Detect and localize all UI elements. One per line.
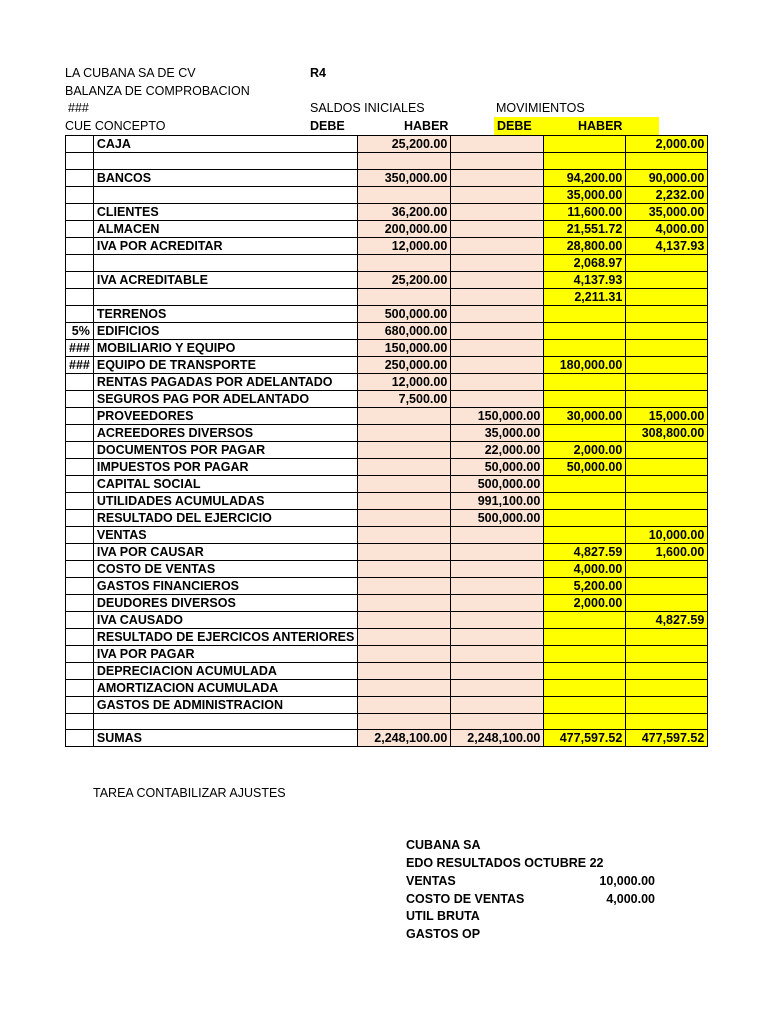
account-code-cell — [66, 237, 94, 254]
hash-label: ### — [68, 101, 89, 115]
concept-cell: GASTOS FINANCIEROS — [93, 577, 357, 594]
table-row — [66, 696, 708, 713]
mov-haber-header: HABER — [578, 119, 623, 133]
mov-haber-cell — [626, 305, 708, 322]
movimientos-label: MOVIMIENTOS — [496, 101, 585, 115]
saldo-debe-cell — [358, 560, 451, 577]
concept-cell: IVA POR CAUSAR — [93, 543, 357, 560]
concept-cell: SEGUROS PAG POR ADELANTADO — [93, 390, 357, 407]
saldo-haber-cell — [451, 713, 544, 730]
account-code-cell — [66, 153, 94, 170]
mov-haber-cell: 4,000.00 — [626, 220, 708, 237]
mov-debe-cell — [544, 679, 626, 696]
estado-company: CUBANA SA — [406, 838, 481, 852]
saldo-haber-cell: 150,000.00 — [451, 407, 544, 424]
saldo-haber-cell — [451, 679, 544, 696]
mov-debe-cell — [544, 424, 626, 441]
concept-cell — [93, 153, 357, 170]
mov-haber-cell: 1,600.00 — [626, 543, 708, 560]
account-code-cell — [66, 492, 94, 509]
table-row — [66, 441, 708, 458]
table-row — [66, 645, 708, 662]
saldo-debe-cell — [358, 441, 451, 458]
mov-debe-cell: 30,000.00 — [544, 407, 626, 424]
saldo-haber-cell — [451, 662, 544, 679]
mov-haber-cell: 10,000.00 — [626, 526, 708, 543]
table-row — [66, 628, 708, 645]
saldo-debe-cell — [358, 509, 451, 526]
mov-debe-cell: 2,000.00 — [544, 441, 626, 458]
table-row — [66, 373, 708, 390]
cue-concepto-header: CUE CONCEPTO — [65, 119, 166, 133]
concept-cell: DOCUMENTOS POR PAGAR — [93, 441, 357, 458]
concept-cell: UTILIDADES ACUMULADAS — [93, 492, 357, 509]
table-row — [66, 458, 708, 475]
saldo-haber-cell — [451, 203, 544, 220]
saldo-debe-cell — [358, 645, 451, 662]
account-code-cell — [66, 169, 94, 186]
mov-debe-cell — [544, 628, 626, 645]
saldo-haber-cell — [451, 220, 544, 237]
account-code-cell — [66, 679, 94, 696]
saldo-haber-cell — [451, 543, 544, 560]
concept-cell: CAPITAL SOCIAL — [93, 475, 357, 492]
table-row — [66, 153, 708, 170]
concept-cell: DEPRECIACION ACUMULADA — [93, 662, 357, 679]
saldo-haber-cell — [451, 254, 544, 271]
estado-line-value: 4,000.00 — [606, 891, 655, 906]
account-code-cell — [66, 645, 94, 662]
table-row — [66, 492, 708, 509]
report-code: R4 — [310, 66, 326, 80]
account-code-cell: ### — [66, 339, 94, 356]
mov-debe-cell: 94,200.00 — [544, 169, 626, 186]
mov-haber-cell: 2,000.00 — [626, 136, 708, 153]
account-code-cell — [66, 543, 94, 560]
concept-cell: EDIFICIOS — [93, 322, 357, 339]
table-row — [66, 203, 708, 220]
tarea-note: TAREA CONTABILIZAR AJUSTES — [93, 786, 286, 800]
table-row — [66, 356, 708, 373]
mov-haber-cell — [626, 713, 708, 730]
table-row — [66, 730, 708, 747]
saldo-debe-cell — [358, 254, 451, 271]
saldo-debe-cell — [358, 288, 451, 305]
saldo-debe-cell: 350,000.00 — [358, 169, 451, 186]
mov-haber-cell — [626, 356, 708, 373]
account-code-cell — [66, 628, 94, 645]
mov-haber-cell — [626, 322, 708, 339]
mov-debe-cell: 2,068.97 — [544, 254, 626, 271]
mov-haber-cell — [626, 390, 708, 407]
saldo-debe-cell — [358, 526, 451, 543]
account-code-cell — [66, 271, 94, 288]
saldo-debe-cell — [358, 492, 451, 509]
mov-haber-cell: 2,232.00 — [626, 186, 708, 203]
concept-cell: COSTO DE VENTAS — [93, 560, 357, 577]
mov-haber-cell — [626, 662, 708, 679]
saldo-debe-cell: 680,000.00 — [358, 322, 451, 339]
table-row — [66, 577, 708, 594]
account-code-cell — [66, 611, 94, 628]
account-code-cell — [66, 713, 94, 730]
saldo-haber-cell — [451, 696, 544, 713]
concept-cell: DEUDORES DIVERSOS — [93, 594, 357, 611]
saldo-haber-cell — [451, 373, 544, 390]
mov-debe-cell — [544, 696, 626, 713]
saldo-debe-cell — [358, 679, 451, 696]
account-code-cell: 5% — [66, 322, 94, 339]
mov-haber-cell — [626, 594, 708, 611]
account-code-cell: ### — [66, 356, 94, 373]
mov-debe-cell — [544, 611, 626, 628]
concept-cell: IVA ACREDITABLE — [93, 271, 357, 288]
estado-title: EDO RESULTADOS OCTUBRE 22 — [406, 856, 604, 870]
saldo-haber-cell — [451, 153, 544, 170]
saldo-debe-cell: 250,000.00 — [358, 356, 451, 373]
table-row — [66, 271, 708, 288]
mov-haber-cell: 35,000.00 — [626, 203, 708, 220]
report-title: BALANZA DE COMPROBACION — [65, 84, 250, 98]
mov-debe-cell — [544, 153, 626, 170]
account-code-cell — [66, 594, 94, 611]
saldo-haber-cell — [451, 594, 544, 611]
account-code-cell — [66, 560, 94, 577]
table-row — [66, 339, 708, 356]
account-code-cell — [66, 254, 94, 271]
mov-haber-cell — [626, 628, 708, 645]
concept-cell: EQUIPO DE TRANSPORTE — [93, 356, 357, 373]
saldos-debe-header: DEBE — [310, 119, 345, 133]
saldo-haber-cell: 991,100.00 — [451, 492, 544, 509]
table-row — [66, 237, 708, 254]
saldo-haber-cell — [451, 237, 544, 254]
table-row — [66, 220, 708, 237]
mov-haber-cell: 308,800.00 — [626, 424, 708, 441]
saldo-haber-cell — [451, 305, 544, 322]
mov-debe-cell: 4,000.00 — [544, 560, 626, 577]
mov-debe-cell: 28,800.00 — [544, 237, 626, 254]
saldos-haber-header: HABER — [404, 119, 449, 133]
mov-debe-cell: 21,551.72 — [544, 220, 626, 237]
account-code-cell — [66, 509, 94, 526]
mov-debe-header: DEBE — [497, 119, 532, 133]
saldo-debe-cell — [358, 475, 451, 492]
concept-cell — [93, 288, 357, 305]
estado-line-label: COSTO DE VENTAS — [406, 891, 525, 906]
mov-debe-cell — [544, 526, 626, 543]
account-code-cell — [66, 288, 94, 305]
mov-debe-cell: 50,000.00 — [544, 458, 626, 475]
saldo-haber-cell — [451, 136, 544, 153]
account-code-cell — [66, 186, 94, 203]
mov-haber-cell — [626, 339, 708, 356]
account-code-cell — [66, 373, 94, 390]
mov-debe-cell: 5,200.00 — [544, 577, 626, 594]
saldo-haber-cell: 50,000.00 — [451, 458, 544, 475]
saldo-haber-cell — [451, 560, 544, 577]
saldo-haber-cell: 2,248,100.00 — [451, 730, 544, 747]
saldo-debe-cell — [358, 611, 451, 628]
account-code-cell — [66, 577, 94, 594]
concept-cell: IVA POR PAGAR — [93, 645, 357, 662]
saldo-debe-cell — [358, 458, 451, 475]
mov-debe-cell — [544, 305, 626, 322]
table-row — [66, 594, 708, 611]
saldo-haber-cell — [451, 356, 544, 373]
concept-cell — [93, 186, 357, 203]
account-code-cell — [66, 220, 94, 237]
table-row — [66, 424, 708, 441]
saldo-debe-cell: 500,000.00 — [358, 305, 451, 322]
saldo-haber-cell — [451, 390, 544, 407]
saldo-debe-cell — [358, 153, 451, 170]
mov-debe-cell — [544, 373, 626, 390]
mov-debe-cell — [544, 713, 626, 730]
concept-cell: PROVEEDORES — [93, 407, 357, 424]
table-row — [66, 543, 708, 560]
saldo-haber-cell: 500,000.00 — [451, 475, 544, 492]
saldo-debe-cell: 12,000.00 — [358, 373, 451, 390]
mov-haber-cell — [626, 153, 708, 170]
saldo-debe-cell — [358, 407, 451, 424]
mov-haber-cell — [626, 509, 708, 526]
mov-haber-cell — [626, 475, 708, 492]
saldo-haber-cell — [451, 339, 544, 356]
saldo-debe-cell: 12,000.00 — [358, 237, 451, 254]
mov-haber-cell — [626, 271, 708, 288]
concept-cell: CAJA — [93, 136, 357, 153]
account-code-cell — [66, 390, 94, 407]
mov-debe-cell — [544, 322, 626, 339]
account-code-cell — [66, 730, 94, 747]
table-row — [66, 390, 708, 407]
mov-debe-cell: 477,597.52 — [544, 730, 626, 747]
mov-haber-cell: 477,597.52 — [626, 730, 708, 747]
table-row — [66, 407, 708, 424]
mov-haber-cell — [626, 560, 708, 577]
mov-haber-cell — [626, 492, 708, 509]
table-row — [66, 254, 708, 271]
account-code-cell — [66, 458, 94, 475]
account-code-cell — [66, 662, 94, 679]
saldo-debe-cell — [358, 696, 451, 713]
mov-debe-cell — [544, 339, 626, 356]
mov-haber-cell — [626, 679, 708, 696]
table-row — [66, 288, 708, 305]
mov-haber-cell: 4,137.93 — [626, 237, 708, 254]
saldo-haber-cell — [451, 322, 544, 339]
account-code-cell — [66, 696, 94, 713]
saldos-iniciales-label: SALDOS INICIALES — [310, 101, 425, 115]
saldo-haber-cell: 500,000.00 — [451, 509, 544, 526]
saldo-haber-cell: 35,000.00 — [451, 424, 544, 441]
mov-haber-cell — [626, 441, 708, 458]
mov-debe-cell: 11,600.00 — [544, 203, 626, 220]
concept-cell: RESULTADO DEL EJERCICIO — [93, 509, 357, 526]
mov-debe-cell — [544, 645, 626, 662]
concept-cell: BANCOS — [93, 169, 357, 186]
concept-cell: IMPUESTOS POR PAGAR — [93, 458, 357, 475]
concept-cell: ACREEDORES DIVERSOS — [93, 424, 357, 441]
mov-debe-cell — [544, 390, 626, 407]
concept-cell: RESULTADO DE EJERCICOS ANTERIORES — [93, 628, 357, 645]
concept-cell: TERRENOS — [93, 305, 357, 322]
mov-haber-cell — [626, 645, 708, 662]
saldo-debe-cell: 150,000.00 — [358, 339, 451, 356]
concept-cell: SUMAS — [93, 730, 357, 747]
concept-cell: RENTAS PAGADAS POR ADELANTADO — [93, 373, 357, 390]
account-code-cell — [66, 305, 94, 322]
table-row — [66, 475, 708, 492]
account-code-cell — [66, 526, 94, 543]
saldo-debe-cell — [358, 594, 451, 611]
estado-line-value: 10,000.00 — [599, 874, 655, 888]
saldo-debe-cell — [358, 186, 451, 203]
saldo-haber-cell — [451, 645, 544, 662]
table-row — [66, 611, 708, 628]
account-code-cell — [66, 203, 94, 220]
table-row — [66, 713, 708, 730]
mov-haber-cell — [626, 696, 708, 713]
mov-debe-cell — [544, 509, 626, 526]
mov-debe-cell — [544, 662, 626, 679]
saldo-haber-cell: 22,000.00 — [451, 441, 544, 458]
mov-debe-cell: 35,000.00 — [544, 186, 626, 203]
mov-haber-cell: 15,000.00 — [626, 407, 708, 424]
table-row — [66, 169, 708, 186]
concept-cell — [93, 713, 357, 730]
saldo-debe-cell: 25,200.00 — [358, 271, 451, 288]
account-code-cell — [66, 407, 94, 424]
table-row — [66, 186, 708, 203]
saldo-haber-cell — [451, 169, 544, 186]
table-row — [66, 560, 708, 577]
saldo-haber-cell — [451, 271, 544, 288]
mov-haber-cell: 90,000.00 — [626, 169, 708, 186]
concept-cell: AMORTIZACION ACUMULADA — [93, 679, 357, 696]
table-row — [66, 526, 708, 543]
mov-debe-cell — [544, 492, 626, 509]
saldo-debe-cell — [358, 543, 451, 560]
saldo-debe-cell — [358, 662, 451, 679]
saldo-debe-cell — [358, 577, 451, 594]
saldo-haber-cell — [451, 526, 544, 543]
table-row — [66, 662, 708, 679]
saldo-haber-cell — [451, 288, 544, 305]
mov-debe-cell: 4,137.93 — [544, 271, 626, 288]
concept-cell: IVA POR ACREDITAR — [93, 237, 357, 254]
saldo-debe-cell — [358, 424, 451, 441]
table-row — [66, 679, 708, 696]
table-row — [66, 136, 708, 153]
mov-debe-cell — [544, 475, 626, 492]
account-code-cell — [66, 424, 94, 441]
concept-cell: VENTAS — [93, 526, 357, 543]
concept-cell: CLIENTES — [93, 203, 357, 220]
saldo-haber-cell — [451, 186, 544, 203]
concept-cell: ALMACEN — [93, 220, 357, 237]
mov-debe-cell: 2,211.31 — [544, 288, 626, 305]
mov-debe-cell: 4,827.59 — [544, 543, 626, 560]
account-code-cell — [66, 441, 94, 458]
balance-table — [65, 135, 708, 747]
mov-debe-cell: 2,000.00 — [544, 594, 626, 611]
mov-haber-cell — [626, 254, 708, 271]
table-row — [66, 322, 708, 339]
account-code-cell — [66, 136, 94, 153]
estado-line-label: VENTAS — [406, 874, 456, 888]
account-code-cell — [66, 475, 94, 492]
saldo-haber-cell — [451, 611, 544, 628]
saldo-debe-cell: 200,000.00 — [358, 220, 451, 237]
saldo-debe-cell: 36,200.00 — [358, 203, 451, 220]
saldo-haber-cell — [451, 577, 544, 594]
mov-debe-cell: 180,000.00 — [544, 356, 626, 373]
mov-haber-cell — [626, 458, 708, 475]
saldo-debe-cell: 2,248,100.00 — [358, 730, 451, 747]
company-name: LA CUBANA SA DE CV — [65, 66, 196, 80]
saldo-debe-cell — [358, 628, 451, 645]
concept-cell — [93, 254, 357, 271]
table-row — [66, 509, 708, 526]
saldo-debe-cell: 25,200.00 — [358, 136, 451, 153]
mov-debe-cell — [544, 136, 626, 153]
table-row — [66, 305, 708, 322]
concept-cell: GASTOS DE ADMINISTRACION — [93, 696, 357, 713]
concept-cell: MOBILIARIO Y EQUIPO — [93, 339, 357, 356]
saldo-debe-cell: 7,500.00 — [358, 390, 451, 407]
mov-haber-cell — [626, 288, 708, 305]
saldo-haber-cell — [451, 628, 544, 645]
mov-haber-cell — [626, 373, 708, 390]
saldo-debe-cell — [358, 713, 451, 730]
concept-cell: IVA CAUSADO — [93, 611, 357, 628]
mov-haber-cell: 4,827.59 — [626, 611, 708, 628]
estado-line-label: GASTOS OP — [406, 926, 481, 941]
estado-line-label: UTIL BRUTA — [406, 909, 480, 923]
mov-haber-cell — [626, 577, 708, 594]
